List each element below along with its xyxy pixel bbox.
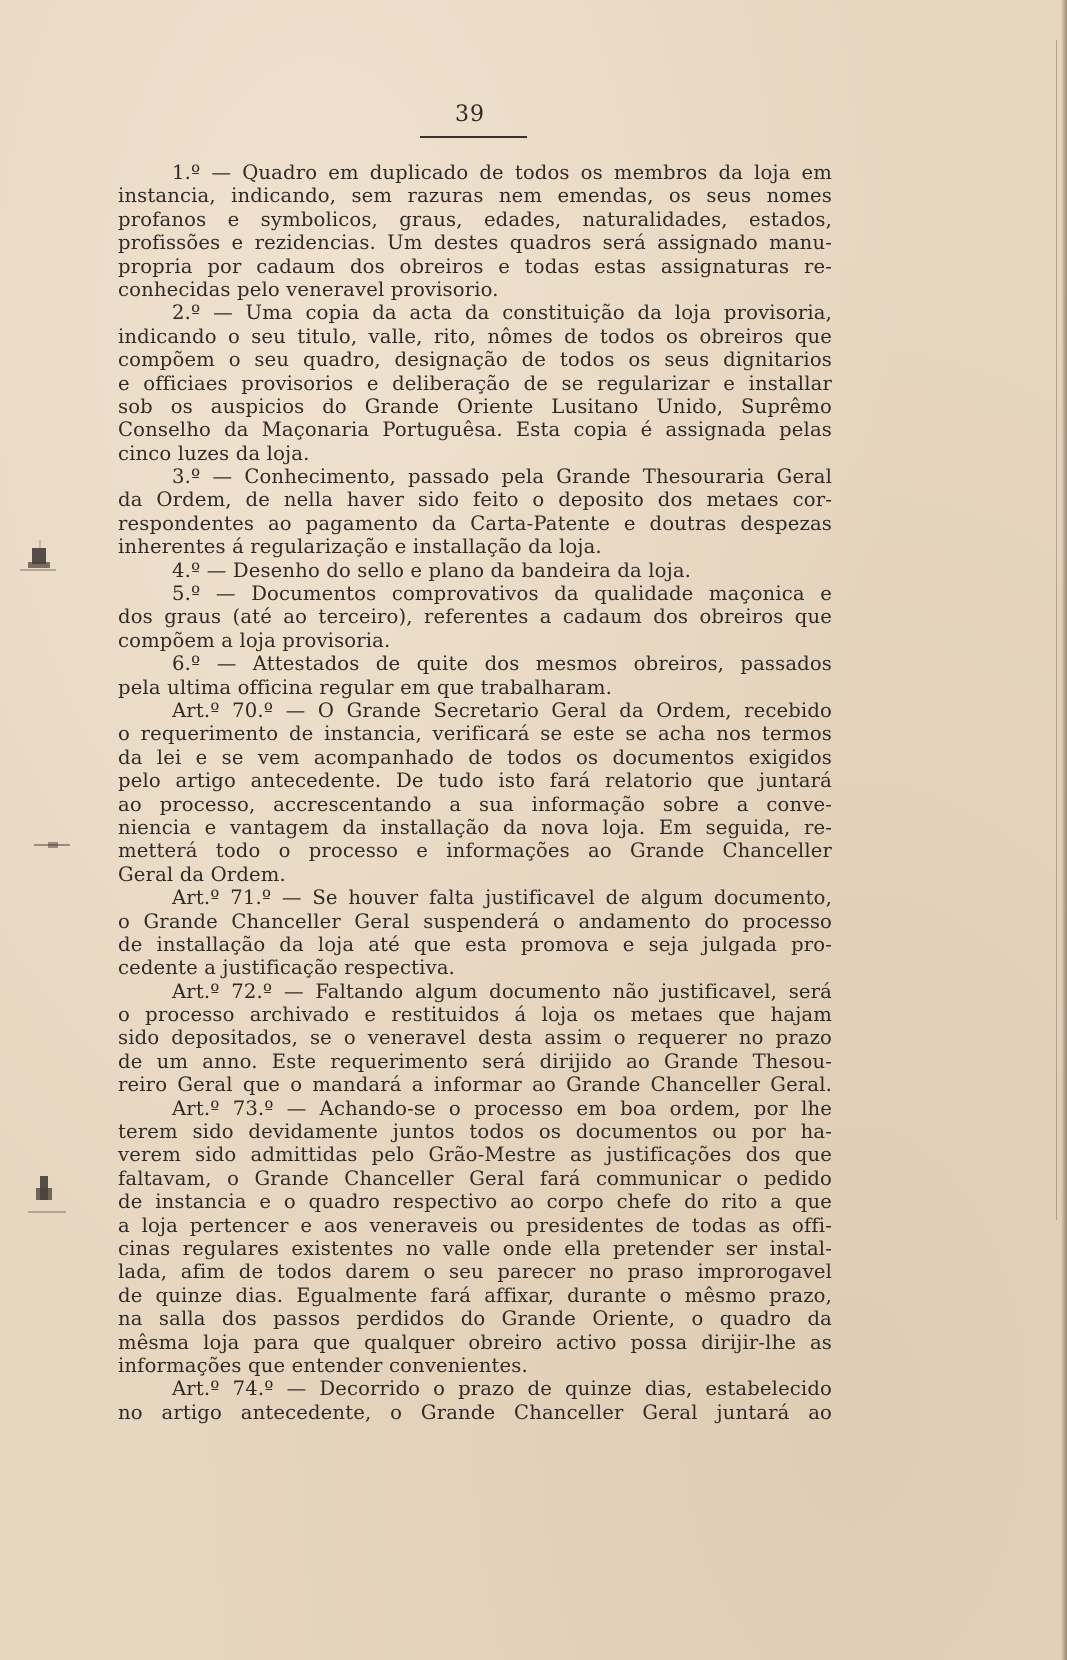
binding-tack-mark-upper xyxy=(18,538,58,584)
text-line: da lei e se vem acompanhado de todos os documentos exigidos xyxy=(118,745,832,769)
text-line: no artigo antecedente, o Grande Chanceller Geral juntará ao xyxy=(118,1400,832,1424)
text-line: sob os auspicios do Grande Oriente Lusitano Unido, Suprêmo xyxy=(118,394,832,418)
text-line: Art.º 74.º — Decorrido o prazo de quinze dias, estabelecido xyxy=(172,1377,832,1401)
text-line: 5.º — Documentos comprovativos da qualidade maçonica e xyxy=(172,582,832,606)
text-line: niencia e vantagem da installação da nova loja. Em seguida, re- xyxy=(118,815,832,839)
text-line: propria por cadaum dos obreiros e todas estas assignaturas re- xyxy=(118,254,832,278)
text-line: terem sido devidamente juntos todos os documentos ou por ha- xyxy=(118,1120,832,1144)
text-line: Conselho da Maçonaria Portuguêsa. Esta copia é assignada pelas xyxy=(118,418,832,442)
text-line: Art.º 73.º — Achando-se o processo em boa ordem, por lhe xyxy=(172,1096,832,1120)
text-line: compõem o seu quadro, designação de todos os seus dignitarios xyxy=(118,348,832,372)
text-line: da Ordem, de nella haver sido feito o deposito dos metaes cor- xyxy=(118,488,832,512)
text-line: indicando o seu titulo, valle, rito, nômes de todos os obreiros que xyxy=(118,324,832,348)
text-line: dos graus (até ao terceiro), referentes a cadaum dos obreiros que xyxy=(118,605,832,629)
page-fold-line xyxy=(1056,40,1057,1220)
body-text xyxy=(118,161,832,1424)
text-line: instancia, indicando, sem razuras nem emendas, os seus nomes xyxy=(118,184,832,208)
text-line: o Grande Chanceller Geral suspenderá o andamento do processo xyxy=(118,909,832,933)
text-line: cedente a justificação respectiva. xyxy=(118,956,456,980)
text-line: lada, afim de todos darem o seu parecer no praso improrogavel xyxy=(118,1260,832,1284)
text-line: e officiaes provisorios e deliberação de se regularizar e installar xyxy=(118,371,832,395)
text-line: metterá todo o processo e informações ao Grande Chanceller xyxy=(118,839,832,863)
text-line: Art.º 70.º — O Grande Secretario Geral da Ordem, recebido xyxy=(172,698,832,722)
text-line: ao processo, accrescentando a sua informação sobre a conve- xyxy=(118,792,832,816)
text-line: o processo archivado e restituidos á loja os metaes que hajam xyxy=(118,1003,832,1027)
binding-smudge-mark xyxy=(34,840,70,850)
text-line: pelo artigo antecedente. De tudo isto fará relatorio que juntará xyxy=(118,769,832,793)
text-line: inherentes á regularização e installação da loja. xyxy=(118,535,602,559)
text-line: 6.º — Attestados de quite dos mesmos obreiros, passados xyxy=(172,652,832,676)
text-line: faltavam, o Grande Chanceller Geral fará communicar o pedido xyxy=(118,1166,832,1190)
text-line: 2.º — Uma copia da acta da constituição da loja provisoria, xyxy=(172,301,832,325)
text-line: profanos e symbolicos, graus, edades, naturalidades, estados, xyxy=(118,207,832,231)
text-line: 1.º — Quadro em duplicado de todos os membros da loja em xyxy=(172,161,832,184)
text-line: de installação da loja até que esta promova e seja julgada pro- xyxy=(118,932,832,956)
text-line: Art.º 72.º — Faltando algum documento não justificavel, será xyxy=(172,979,832,1003)
text-line: Geral da Ordem. xyxy=(118,862,286,886)
page-edge-shadow xyxy=(1061,0,1067,1660)
text-line: reiro Geral que o mandará a informar ao Grande Chanceller Geral. xyxy=(118,1073,832,1097)
text-line: de quinze dias. Egualmente fará affixar, durante o mêsmo prazo, xyxy=(118,1283,832,1307)
text-line: verem sido admittidas pelo Grão-Mestre as justificações dos que xyxy=(118,1143,832,1167)
text-line: cinas regulares existentes no valle onde ella pretender ser instal- xyxy=(118,1236,832,1260)
text-line: respondentes ao pagamento da Carta-Patente e doutras despezas xyxy=(118,511,832,535)
text-line: informações que entender convenientes. xyxy=(118,1353,528,1377)
text-line: de um anno. Este requerimento será dirijido ao Grande Thesou- xyxy=(118,1049,832,1073)
text-line: 4.º — Desenho do sello e plano da bandeira da loja. xyxy=(172,558,692,582)
page-number: 39 xyxy=(455,102,485,127)
text-line: sido depositados, se o veneravel desta assim o requerer no prazo xyxy=(118,1026,832,1050)
text-line: pela ultima officina regular em que trabalharam. xyxy=(118,675,612,699)
text-line: de instancia e o quadro respectivo ao corpo chefe do rito a que xyxy=(118,1190,832,1214)
text-line: cinco luzes da loja. xyxy=(118,441,310,465)
text-line: a loja pertencer e aos veneraveis ou presidentes de todas as offi- xyxy=(118,1213,832,1237)
header-rule xyxy=(420,136,527,138)
text-line: mêsma loja para que qualquer obreiro activo possa dirijir-lhe as xyxy=(118,1330,832,1354)
text-line: o requerimento de instancia, verificará se este se acha nos termos xyxy=(118,722,832,746)
text-line: conhecidas pelo veneravel provisorio. xyxy=(118,277,499,301)
text-line: Art.º 71.º — Se houver falta justificavel de algum documento, xyxy=(172,886,832,910)
text-line: compõem a loja provisoria. xyxy=(118,628,391,652)
binding-tack-mark-lower xyxy=(26,1172,66,1218)
text-line: 3.º — Conhecimento, passado pela Grande Thesouraria Geral xyxy=(172,465,832,489)
text-line: na salla dos passos perdidos do Grande Oriente, o quadro da xyxy=(118,1307,832,1331)
text-line: profissões e rezidencias. Um destes quadros será assignado manu- xyxy=(118,231,832,255)
